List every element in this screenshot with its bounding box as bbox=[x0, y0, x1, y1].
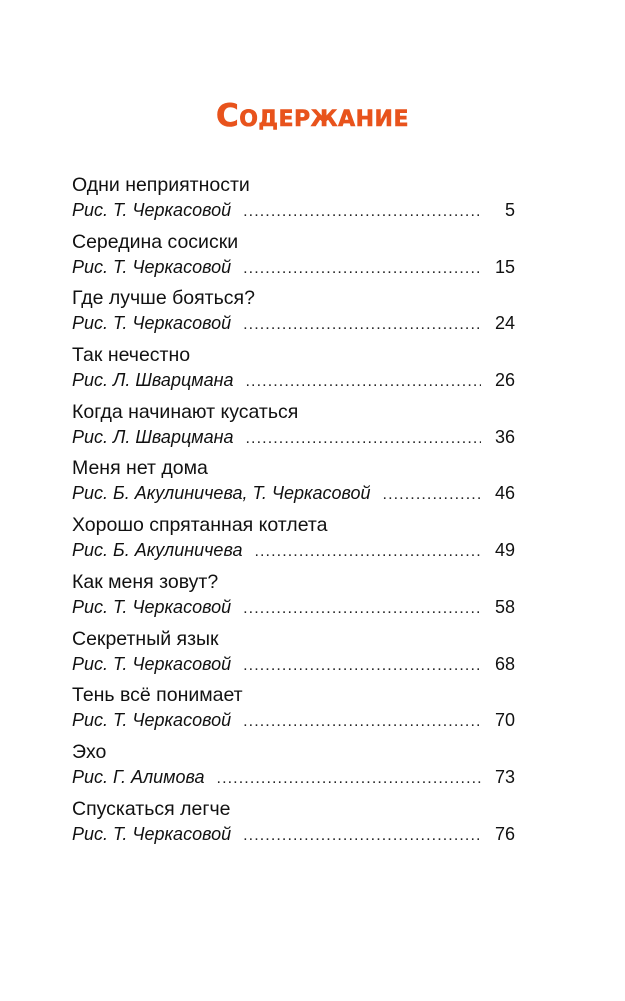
page-number: 76 bbox=[494, 823, 515, 844]
page-number: 68 bbox=[494, 653, 515, 674]
page-title: Содержание bbox=[215, 98, 409, 134]
toc-entry bbox=[72, 285, 515, 342]
dot-leader bbox=[243, 653, 481, 678]
illustrator-credit: Рис. Т. Черкасовой bbox=[72, 256, 232, 277]
toc-entry bbox=[72, 569, 515, 626]
illustrator-credit: Рис. Т. Черкасовой bbox=[72, 200, 232, 220]
toc-entry bbox=[72, 342, 515, 399]
dot-leader bbox=[243, 312, 481, 337]
dot-leader bbox=[243, 256, 481, 281]
story-title: Хорошо спрятанная котлета bbox=[72, 514, 328, 537]
story-title: Секретный язык bbox=[72, 627, 219, 650]
illustrator-credit: Рис. Л. Шварцмана bbox=[72, 370, 234, 391]
story-title: Спускаться легче bbox=[72, 797, 231, 820]
illustrator-credit: Рис. Т. Черкасовой bbox=[72, 313, 232, 334]
credit-row bbox=[72, 198, 515, 224]
story-title: Середина сосиски bbox=[72, 230, 239, 253]
credit-row bbox=[72, 652, 515, 678]
dot-leader bbox=[243, 199, 481, 224]
toc-entry bbox=[72, 512, 515, 569]
story-title: Одни неприятности bbox=[72, 174, 250, 196]
page-number: 49 bbox=[494, 540, 515, 561]
page-number: 15 bbox=[494, 256, 515, 277]
story-title: Когда начинают кусаться bbox=[72, 400, 299, 423]
story-title: Где лучше бояться? bbox=[72, 287, 255, 310]
credit-row bbox=[72, 311, 515, 337]
toc-entry bbox=[72, 739, 515, 796]
toc-entry bbox=[72, 682, 515, 739]
credit-row bbox=[72, 708, 515, 734]
dot-leader bbox=[246, 426, 481, 451]
toc-entry bbox=[72, 455, 515, 512]
credit-row bbox=[72, 368, 515, 394]
dot-leader bbox=[217, 766, 481, 791]
story-title: Эхо bbox=[72, 740, 107, 763]
illustrator-credit: Рис. Т. Черкасовой bbox=[72, 596, 232, 617]
page-number: 24 bbox=[494, 313, 515, 334]
toc-entry bbox=[72, 172, 515, 229]
credit-row bbox=[72, 425, 515, 451]
page-number: 36 bbox=[494, 426, 515, 447]
page-number: 5 bbox=[504, 200, 515, 220]
story-title: Как меня зовут? bbox=[72, 570, 219, 593]
page-number: 70 bbox=[494, 710, 515, 731]
credit-row bbox=[72, 822, 515, 848]
page-number: 46 bbox=[494, 483, 515, 504]
story-title: Так нечестно bbox=[72, 344, 191, 367]
credit-row bbox=[72, 765, 515, 791]
page-number: 58 bbox=[494, 596, 515, 617]
illustrator-credit: Рис. Б. Акулиничева, Т. Черкасовой bbox=[72, 483, 371, 504]
toc-entry bbox=[72, 626, 515, 683]
illustrator-credit: Рис. Т. Черкасовой bbox=[72, 653, 232, 674]
page-number: 73 bbox=[494, 766, 515, 787]
illustrator-credit: Рис. Г. Алимова bbox=[72, 766, 205, 787]
page-number: 26 bbox=[494, 370, 515, 391]
illustrator-credit: Рис. Т. Черкасовой bbox=[72, 823, 232, 844]
illustrator-credit: Рис. Б. Акулиничева bbox=[72, 540, 243, 561]
illustrator-credit: Рис. Л. Шварцмана bbox=[72, 426, 234, 447]
dot-leader bbox=[383, 482, 481, 507]
table-of-contents bbox=[72, 172, 515, 852]
toc-entry bbox=[72, 399, 515, 456]
dot-leader bbox=[254, 539, 481, 564]
dot-leader bbox=[243, 596, 481, 621]
credit-row bbox=[72, 255, 515, 281]
credit-row bbox=[72, 595, 515, 621]
toc-entry bbox=[72, 796, 515, 853]
story-title: Тень всё понимает bbox=[72, 684, 243, 707]
credit-row bbox=[72, 481, 515, 507]
toc-entry bbox=[72, 229, 515, 286]
story-title: Меня нет дома bbox=[72, 457, 208, 480]
illustrator-credit: Рис. Т. Черкасовой bbox=[72, 710, 232, 731]
dot-leader bbox=[246, 369, 481, 394]
dot-leader bbox=[243, 823, 481, 848]
credit-row bbox=[72, 538, 515, 564]
dot-leader bbox=[243, 709, 481, 734]
